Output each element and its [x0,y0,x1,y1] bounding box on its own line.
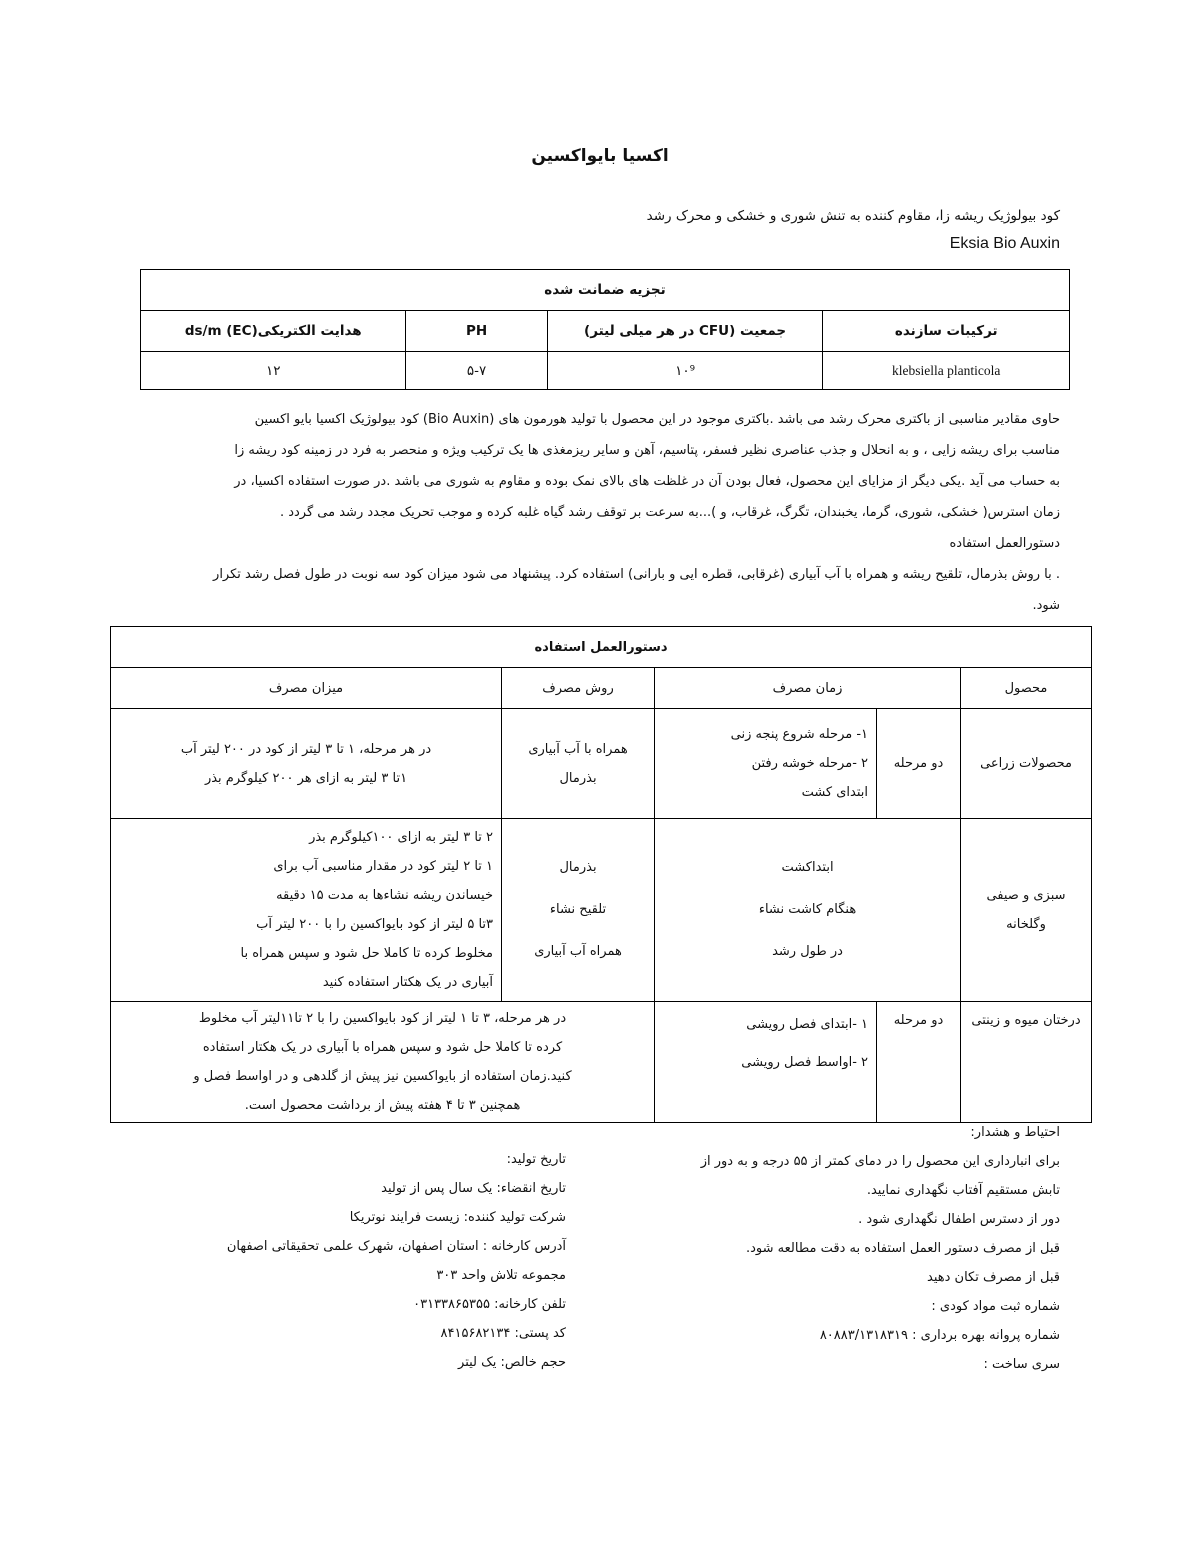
row-amount: در هر مرحله، ۱ تا ۳ لیتر از کود در ۲۰۰ لیتر آب ۱تا ۳ لیتر به ازای هر ۲۰۰ کیلوگرم بذر [111,709,502,819]
value-population: ۱۰⁹ [547,352,823,390]
header-ingredients: ترکیبات سازنده [823,311,1070,352]
guaranteed-analysis-table [140,269,1070,390]
usage-instructions-heading: دستورالعمل استفاده [949,536,1060,551]
row-product: محصولات زراعی [961,709,1092,819]
batch-series: سری ساخت : [983,1357,1060,1372]
factory-address: آدرس کارخانه : استان اصفهان، شهرک علمی تحقیقاتی اصفهان [226,1239,566,1254]
product-info-section [126,1145,566,1377]
usage-instructions-table [110,626,1092,1123]
row-stage: دو مرحله [877,709,961,819]
header-amount: میزان مصرف [111,668,502,709]
description-line: شود. [1032,598,1060,613]
expiry-date: تاریخ انقضاء: یک سال پس از تولید [381,1181,566,1196]
header-ph: PH [406,311,547,352]
row-amount: در هر مرحله، ۳ تا ۱ لیتر از کود بایواکسین را با ۲ تا۱۱لیتر آب مخلوط کرده تا کاملا حل شود و سپس همراه با آبیاری در یک هکتار استفاده کنید.زمان استفاده از بایواکسین نیز پیش از گلدهی و در اواسط فصل و همچنین ۳ تا ۴ هفته پیش از برداشت محصول است. [111,1002,655,1123]
net-volume: حجم خالص: یک لیتر [458,1355,566,1370]
row-amount: ۲ تا ۳ لیتر به ازای ۱۰۰کیلوگرم بذر ۱ تا ۲ لیتر کود در مقدار مناسبی آب برای خیساندن ریشه نشاءها به مدت ۱۵ دقیقه ۳تا ۵ لیتر از کود بایواکسین را با ۲۰۰ لیتر آب مخلوط کرده تا کاملا حل شود و سپس همراه با آبیاری در یک هکتار استفاده کنید [111,819,502,1002]
header-ec: هدایت الکتریکی(EC) ds/m [141,311,406,352]
header-product: محصول [961,668,1092,709]
warning-line: قبل از مصرف دستور العمل استفاده به دقت مطالعه شود. [746,1241,1060,1256]
header-population: جمعیت (CFU در هر میلی لیتر) [547,311,823,352]
row-stage: دو مرحله [877,1002,961,1123]
row-method: همراه با آب آبیاری بذرمال [502,709,655,819]
postal-code: کد پستی: ۸۴۱۵۶۸۲۱۳۴ [440,1326,566,1341]
header-method: روش مصرف [502,668,655,709]
description-line: حاوی مقادیر مناسبی از باکتری محرک رشد می باشد .باکتری موجود در این محصول با تولید هورمون های (Bio Auxin) کود بیولوژیک اکسیا بایو اکسین [254,412,1060,427]
warnings-section [590,1118,1060,1379]
row-product: درختان میوه و زینتی [961,1002,1092,1123]
factory-phone: تلفن کارخانه: ۰۳۱۳۳۸۶۵۳۵۵ [413,1297,566,1312]
usage-caption: دستورالعمل استفاده [111,627,1092,668]
warning-line: دور از دسترس اطفال نگهداری شود . [858,1212,1060,1227]
header-time: زمان مصرف [655,668,961,709]
registration-number: شماره ثبت مواد کودی : [931,1299,1060,1314]
warning-line: برای انبارداری این محصول را در دمای کمتر از ۵۵ درجه و به دور از [700,1154,1060,1169]
row-method: بذرمال تلقیح نشاء همراه آب آبیاری [502,819,655,1002]
value-ph: ۵-۷ [406,352,547,390]
manufacturer: شرکت تولید کننده: زیست فرایند نوتریکا [349,1210,566,1225]
warning-line: قبل از مصرف تکان دهید [927,1270,1060,1285]
value-ec: ۱۲ [141,352,406,390]
production-date: تاریخ تولید: [506,1152,566,1167]
description-line: . با روش بذرمال، تلقیح ریشه و همراه با آب آبیاری (غرقابی، قطره ایی و بارانی) استفاده کرد. پیشنهاد می شود میزان کود سه نوبت در طول فصل رشد تکرار [213,567,1060,582]
subtitle-persian: کود بیولوژیک ریشه زا، مقاوم کننده به تنش شوری و خشکی و محرک رشد [646,208,1060,224]
license-number: شماره پروانه بهره برداری : ۸۰۸۸۳/۱۳۱۸۳۱۹ [819,1328,1060,1343]
description-line: به حساب می آید .یکی دیگر از مزایای این محصول، فعال بودن آن در غلظت های بالای نمک بوده و مقاوم به شوری می باشد .در صورت استفاده اکسیا، در [234,474,1060,489]
description-line: مناسب برای ریشه زایی ، و به انحلال و جذب عناصری نظیر فسفر، پتاسیم، آهن و سایر ریزمغذی ها یک ترکیب ویژه و منحصر به فرد در زمینه کود ریشه زا [234,443,1060,458]
description-line: زمان استرس( خشکی، شوری، گرما، یخبندان، تگرگ، غرقاب، و )...به سرعت بر توقف رشد گیاه غلبه کرده و موجب تحریک مجدد رشد می گردد . [279,505,1060,520]
description-paragraph [140,404,1060,621]
factory-address-unit: مجموعه تلاش واحد ۳۰۳ [436,1268,566,1283]
value-ingredients: klebsiella planticola [823,352,1070,390]
row-time: ۱ -ابتدای فصل رویشی ۲ -اواسط فصل رویشی [655,1002,877,1123]
subtitle-english: Eksia Bio Auxin [949,235,1060,252]
warning-line: تابش مستقیم آفتاب نگهداری نمایید. [866,1183,1060,1198]
analysis-caption: تجزیه ضمانت شده [141,270,1070,311]
row-time: ۱- مرحله شروع پنجه زنی ۲ -مرحله خوشه رفتن ابتدای کشت [655,709,877,819]
warnings-heading: احتیاط و هشدار: [970,1125,1060,1140]
document-title: اکسیا بایواکسین [531,146,669,166]
row-product: سبزی و صیفی وگلخانه [961,819,1092,1002]
row-time: ابتداکشت هنگام کاشت نشاء در طول رشد [655,819,961,1002]
